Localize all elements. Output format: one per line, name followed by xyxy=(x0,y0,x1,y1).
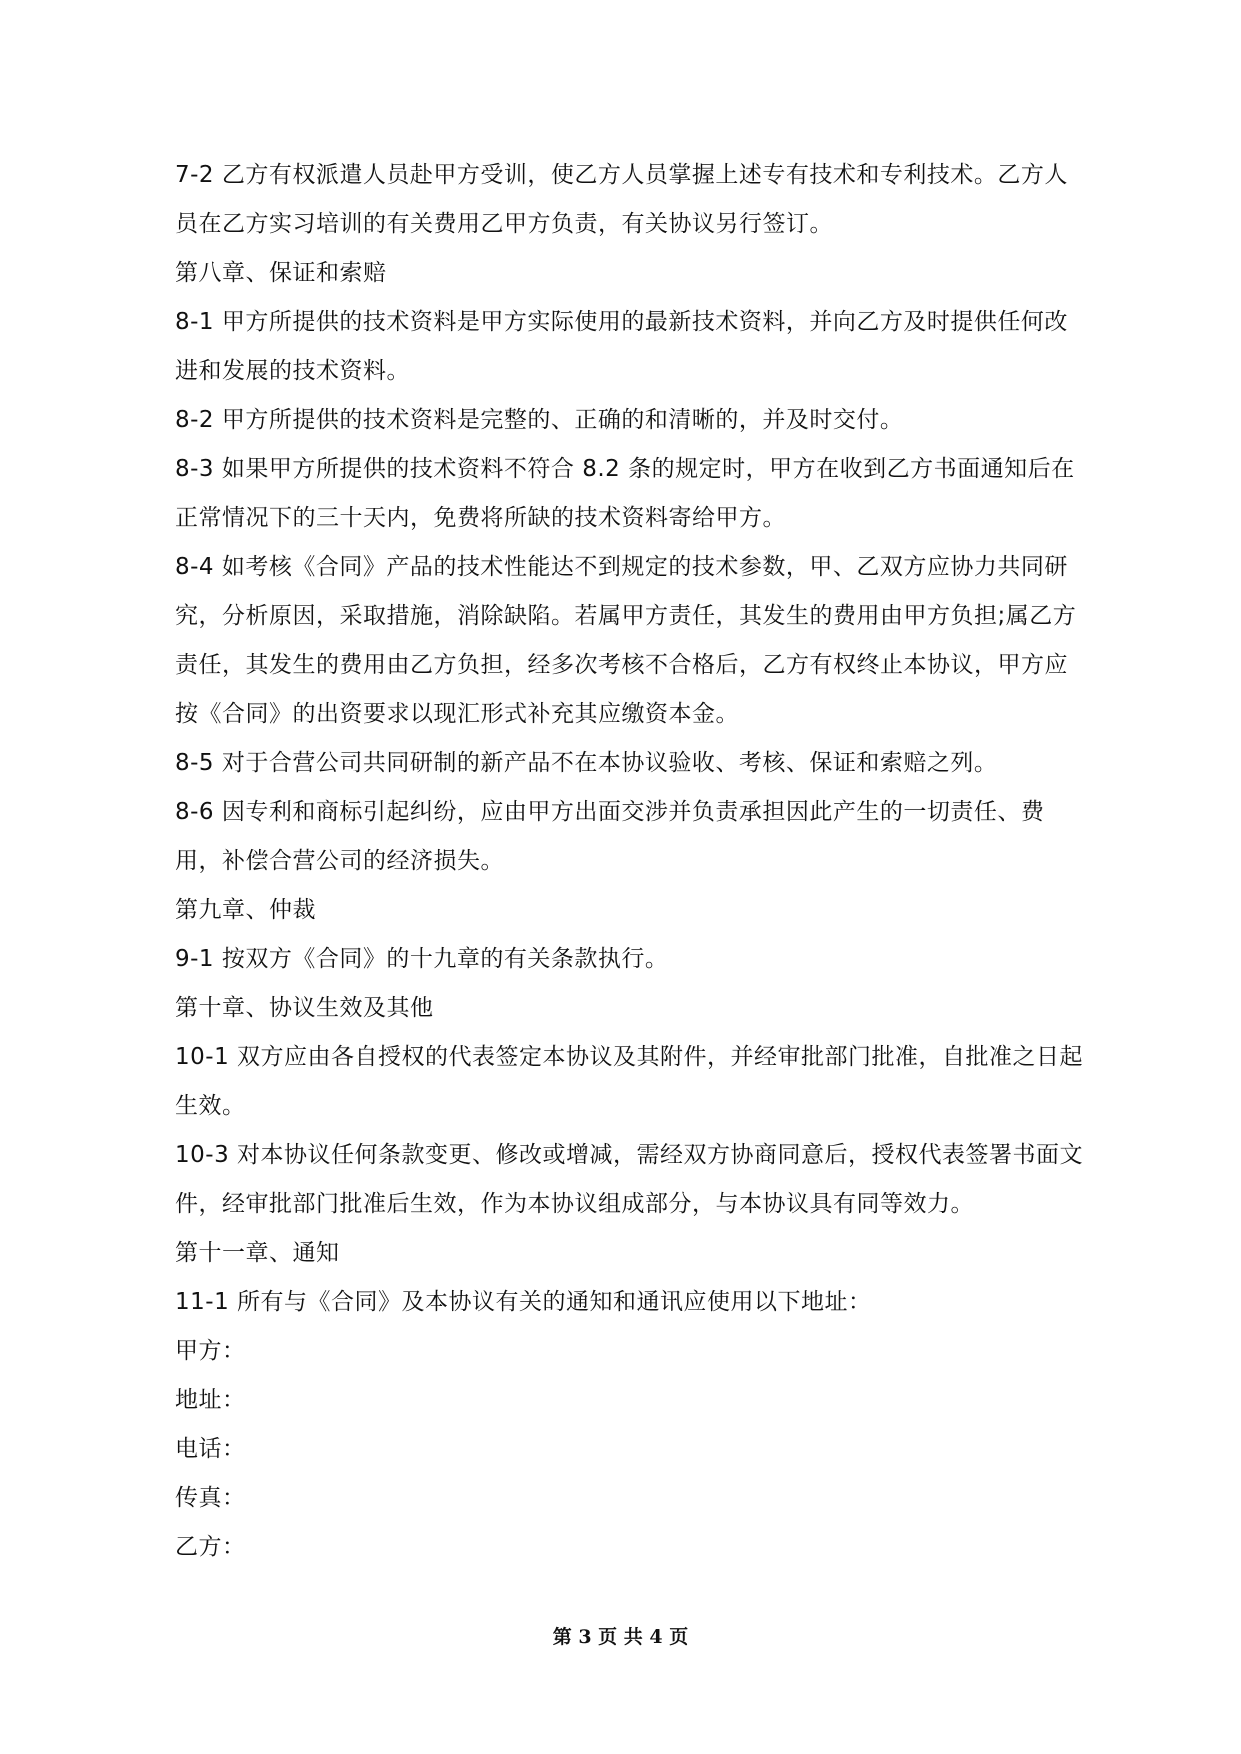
paragraph-8-1: 8-1 甲方所提供的技术资料是甲方实际使用的最新技术资料，并向乙方及时提供任何改进和发展的技术资料。 xyxy=(175,309,1068,384)
chapter-9-heading: 第九章、仲裁 xyxy=(175,897,316,923)
phone-label: 电话： xyxy=(175,1436,246,1462)
fax-label: 传真： xyxy=(175,1485,246,1511)
page-number-footer: 第 3 页 共 4 页 xyxy=(552,1626,689,1648)
chapter-10-heading: 第十章、协议生效及其他 xyxy=(175,995,434,1021)
address-label: 地址： xyxy=(175,1387,246,1413)
paragraph-9-1: 9-1 按双方《合同》的十九章的有关条款执行。 xyxy=(175,946,669,972)
paragraph-7-2: 7-2 乙方有权派遣人员赴甲方受训，使乙方人员掌握上述专有技术和专利技术。乙方人员在乙方实习培训的有关费用乙甲方负责，有关协议另行签订。 xyxy=(175,162,1068,237)
chapter-8-heading: 第八章、保证和索赔 xyxy=(175,260,387,286)
paragraph-11-1: 11-1 所有与《合同》及本协议有关的通知和通讯应使用以下地址： xyxy=(175,1289,872,1315)
paragraph-10-1: 10-1 双方应由各自授权的代表签定本协议及其附件，并经审批部门批准，自批准之日起生效。 xyxy=(175,1044,1084,1119)
paragraph-8-2: 8-2 甲方所提供的技术资料是完整的、正确的和清晰的，并及时交付。 xyxy=(175,407,904,433)
document-body xyxy=(175,151,1090,1572)
paragraph-10-3: 10-3 对本协议任何条款变更、修改或增减，需经双方协商同意后，授权代表签署书面文件，经审批部门批准后生效，作为本协议组成部分，与本协议具有同等效力。 xyxy=(175,1142,1084,1217)
party-b-label: 乙方： xyxy=(175,1534,246,1560)
chapter-11-heading: 第十一章、通知 xyxy=(175,1240,340,1266)
paragraph-8-3: 8-3 如果甲方所提供的技术资料不符合 8.2 条的规定时，甲方在收到乙方书面通知后在正常情况下的三十天内，免费将所缺的技术资料寄给甲方。 xyxy=(175,456,1075,531)
paragraph-8-5: 8-5 对于合营公司共同研制的新产品不在本协议验收、考核、保证和索赔之列。 xyxy=(175,750,998,776)
party-a-label: 甲方： xyxy=(175,1338,246,1364)
paragraph-8-4: 8-4 如考核《合同》产品的技术性能达不到规定的技术参数，甲、乙双方应协力共同研究，分析原因，采取措施，消除缺陷。若属甲方责任，其发生的费用由甲方负担;属乙方责任，其发生的费用由乙方负担，经多次考核不合格后，乙方有权终止本协议，甲方应按《合同》的出资要求以现汇形式补充其应缴资本金。 xyxy=(175,554,1077,727)
paragraph-8-6: 8-6 因专利和商标引起纠纷，应由甲方出面交涉并负责承担因此产生的一切责任、费用，补偿合营公司的经济损失。 xyxy=(175,799,1045,874)
